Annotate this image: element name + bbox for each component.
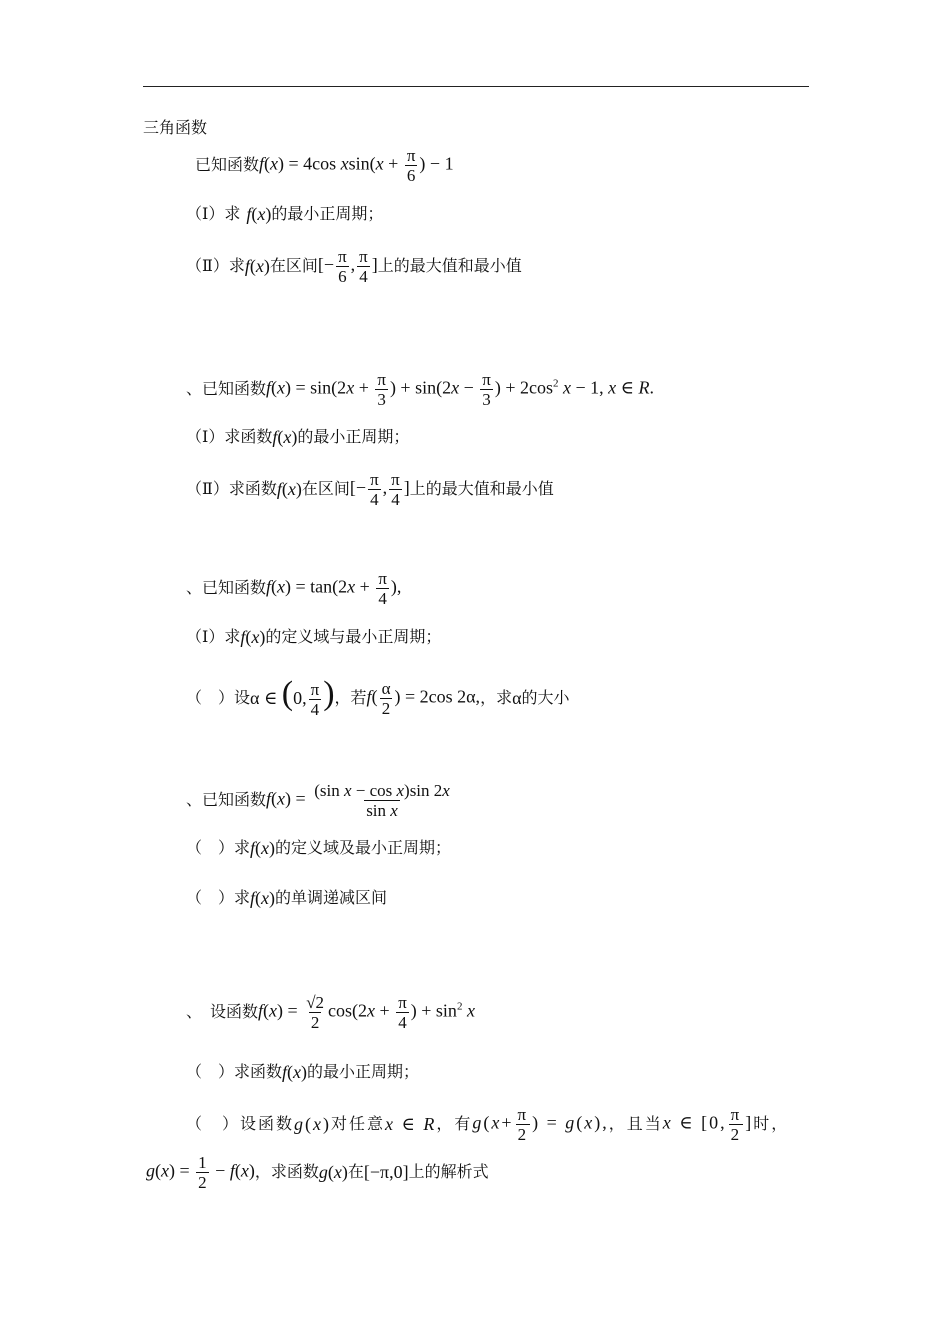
problem-2-stem xyxy=(186,366,654,412)
problem-3-condition: f( $\frac{\alpha}{2}$ ) = 2cos 2α, xyxy=(366,678,481,718)
problem-1-stem xyxy=(195,142,454,188)
problem-1-prefix: 已知函数 xyxy=(195,155,260,174)
problem-3-part-1 xyxy=(186,627,441,647)
problem-4-part-2 xyxy=(186,888,387,908)
g-definition: g(x) = $\frac{1}{2}$ − f(x) xyxy=(146,1152,255,1192)
interval: [−π,0] xyxy=(363,1162,409,1182)
problem-1-part-2-text-b: 上的最大值和最小值 xyxy=(377,256,522,275)
f-of-x: f(x) xyxy=(244,256,270,276)
problem-5-part-2-line-1 xyxy=(186,1102,789,1146)
alpha: α xyxy=(512,688,522,708)
problem-5-formula: f(x) = $\frac{√2}{2}$ cos(2x + $\frac{\pi}{4}$ ) + $\sin^2 x$ xyxy=(258,992,475,1032)
g-of-x: g(x) xyxy=(318,1162,348,1182)
problem-2-part-1-text: 的最小正周期； xyxy=(297,427,410,446)
g-of-x: g(x) xyxy=(294,1114,332,1134)
problem-1-part-1 xyxy=(186,204,383,224)
f-of-x: f(x) xyxy=(240,627,266,647)
problem-4-part-1 xyxy=(186,838,451,858)
x-range: x ∈ [0, $\frac{\pi}{2}$ ] xyxy=(662,1104,754,1144)
problem-2-part-2-text-b: 上的最大值和最小值 xyxy=(409,479,554,498)
problem-3-part-2 xyxy=(186,674,570,722)
problem-4-part-2-label: （ ）求 xyxy=(186,888,251,907)
problem-5-part-2-label: （ ）设函数 xyxy=(186,1114,295,1133)
problem-2-prefix: 、已知函数 xyxy=(186,379,267,398)
periodicity: g(x+ $\frac{\pi}{2}$ ) = g(x), xyxy=(472,1104,609,1144)
problem-4-prefix: 、已知函数 xyxy=(186,790,267,809)
problem-4-stem xyxy=(186,776,454,824)
problem-1-part-2-label: （Ⅱ）求 xyxy=(186,256,245,275)
problem-5-part-2-text-f: 在 xyxy=(347,1162,364,1181)
f-of-x: f(x) xyxy=(246,204,272,224)
problem-4-part-2-text: 的单调递减区间 xyxy=(275,888,388,907)
problem-3-part-1-label: （Ⅰ）求 xyxy=(186,627,241,646)
header-rule xyxy=(143,86,809,87)
problem-5-part-2-text-e: ，求函数 xyxy=(254,1162,319,1181)
f-of-x: f(x) xyxy=(250,888,276,908)
problem-3-stem xyxy=(186,565,401,611)
problem-5-part-2-text-c: ，且当 xyxy=(608,1114,663,1133)
x-in-R: x ∈ R xyxy=(385,1114,437,1134)
problem-3-part-2-label: （ ）设 xyxy=(186,688,251,707)
problem-1-formula: f(x) = 4cos xsin(x + $\frac{\pi}{6}$ ) − 1 xyxy=(259,145,454,185)
problem-3-part-2-text-a: ，若 xyxy=(334,688,367,707)
alpha-in-interval: α ∈ (0, $\frac{\pi}{4}$ ) xyxy=(250,674,335,720)
problem-5-part-1-text: 的最小正周期； xyxy=(307,1062,420,1081)
problem-5-part-1 xyxy=(186,1062,419,1082)
problem-3-formula: f(x) = tan(2x + $\frac{\pi}{4}$ ), xyxy=(266,568,402,608)
problem-4-part-1-label: （ ）求 xyxy=(186,838,251,857)
f-of-x: f(x) xyxy=(276,479,302,499)
problem-3-part-1-text: 的定义域与最小正周期； xyxy=(265,627,442,646)
problem-5-part-2-text-b: ，有 xyxy=(436,1114,473,1133)
document-title: 三角函数 xyxy=(143,118,208,137)
problem-3-prefix: 、已知函数 xyxy=(186,578,267,597)
problem-4-part-1-text: 的定义域及最小正周期； xyxy=(275,838,452,857)
problem-4-formula: f(x) = $\frac{\text{(sin x − cos x)sin 2x}}{\text{sin x}}$ xyxy=(266,780,450,820)
problem-5-part-2-text-g: 上的解析式 xyxy=(408,1162,489,1181)
problem-5-part-1-label: （ ）求函数 xyxy=(186,1062,283,1081)
problem-2-part-2-label: （Ⅱ）求函数 xyxy=(186,479,277,498)
problem-1-part-1-label: （Ⅰ）求 xyxy=(186,204,241,223)
problem-3-part-2-text-c: 的大小 xyxy=(521,688,570,707)
problem-1-part-1-text: 的最小正周期； xyxy=(271,204,384,223)
problem-2-formula: f(x) = sin(2x + $\frac{\pi}{3}$ ) + sin(2x − $\frac{\pi}{3}$ ) + $2\cos^2$ x − 1, x ∈ R. xyxy=(266,369,654,409)
f-of-x: f(x) xyxy=(250,838,276,858)
problem-3-part-2-text-b: ，求 xyxy=(480,688,513,707)
problem-2-part-1-label: （Ⅰ）求函数 xyxy=(186,427,273,446)
problem-5-stem xyxy=(186,988,475,1036)
problem-2-part-2 xyxy=(186,467,554,511)
problem-5-part-2-text-d: 时， xyxy=(753,1114,790,1133)
interval: [− $\frac{\pi}{4}$ , $\frac{\pi}{4}$ ] xyxy=(349,469,410,509)
interval: [− $\frac{\pi}{6}$ , $\frac{\pi}{4}$ ] xyxy=(317,246,378,286)
problem-5-prefix: 、 设函数 xyxy=(186,1002,259,1021)
problem-5-part-2-text-a: 对任意 xyxy=(331,1114,386,1133)
problem-5-part-2-line-2 xyxy=(146,1150,489,1194)
problem-2-part-2-text-a: 在区间 xyxy=(301,479,350,498)
problem-2-part-1 xyxy=(186,427,409,447)
f-of-x: f(x) xyxy=(282,1062,308,1082)
f-of-x: f(x) xyxy=(272,427,298,447)
problem-1-part-2-text-a: 在区间 xyxy=(269,256,318,275)
problem-1-part-2 xyxy=(186,244,522,288)
